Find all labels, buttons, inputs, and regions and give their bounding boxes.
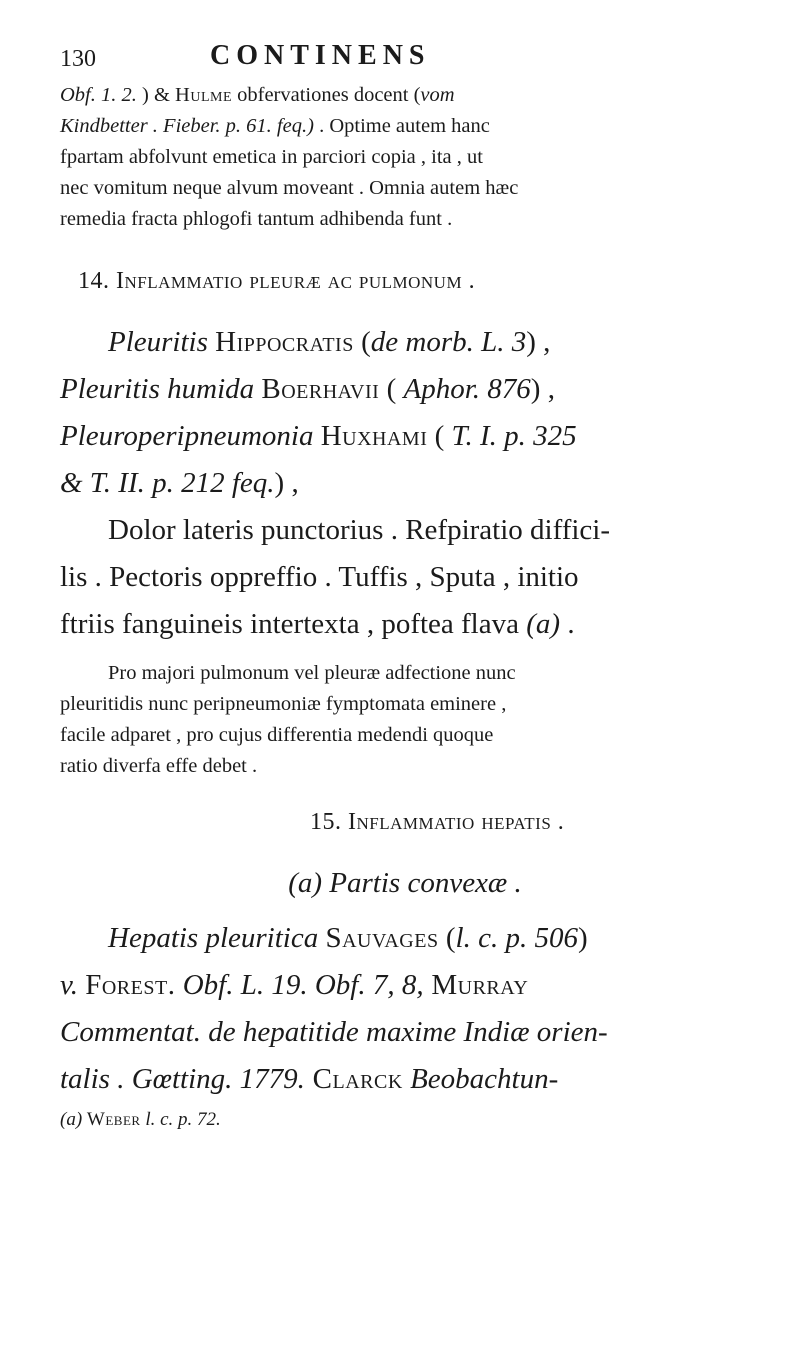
text-line: Pro majori pulmonum vel pleuræ adfectione nunc	[108, 662, 516, 684]
term: Pleuritis	[108, 326, 208, 358]
term: Pleuroperipneumonia	[60, 420, 314, 452]
text-line: pleuritidis nunc peripneumoniæ fymptomata eminere ,	[60, 693, 507, 715]
subsection-label: (a)	[288, 867, 323, 899]
term: Hepatis pleuritica	[108, 922, 319, 954]
text-fragment: . Optime autem hanc	[313, 115, 490, 137]
author-name: Boerhavii	[261, 373, 380, 405]
text-line	[60, 413, 750, 460]
page-header	[60, 40, 750, 78]
section-number: 15.	[310, 809, 342, 835]
citation: l. c. p. 72.	[145, 1109, 221, 1130]
citation: l. c. p. 506	[455, 922, 578, 954]
footnote-mark: (a)	[60, 1109, 83, 1130]
text-line	[60, 915, 750, 962]
citation: & T. II. p. 212 feq.	[60, 467, 275, 499]
paragraph-hulme	[60, 80, 750, 235]
text-line: ratio diverfa effe debet .	[60, 755, 258, 777]
citation: talis . Gœtting. 1779.	[60, 1063, 305, 1095]
text-fragment: v.	[60, 969, 86, 1001]
citation: Obf. L. 19. Obf. 7, 8,	[175, 969, 424, 1001]
text-line	[60, 601, 750, 648]
text-fragment: (	[379, 373, 404, 405]
text-fragment: ) ,	[274, 467, 299, 499]
citation: T. I. p. 325	[451, 420, 577, 452]
text-line	[60, 80, 750, 111]
text-fragment: obfervationes docent (	[232, 84, 421, 106]
text-fragment: .	[560, 608, 575, 640]
text-fragment: (	[427, 420, 452, 452]
citation: Obf. 1. 2.	[60, 84, 137, 106]
section-title: Inflammatio pleuræ ac pulmonum .	[116, 268, 476, 294]
author-name: Sauvages	[325, 922, 439, 954]
citation: de morb. L. 3	[370, 326, 527, 358]
author-name: Hippocratis	[215, 326, 354, 358]
text-line	[60, 111, 750, 142]
author-name: Clarck	[304, 1063, 403, 1095]
section-heading-14	[60, 268, 750, 295]
running-title: CONTINENS	[210, 40, 431, 71]
author-name: Murray	[423, 969, 529, 1001]
text-fragment: )	[577, 922, 588, 954]
subsection-title: Partis convexæ .	[322, 867, 522, 899]
text-line: remedia fracta phlogofi tantum adhibenda funt .	[60, 208, 453, 230]
text-line: Commentat. de hepatitide maxime Indiæ orien-	[60, 1016, 608, 1048]
text-line	[60, 1056, 750, 1103]
text-fragment: ) ,	[526, 326, 551, 358]
page	[60, 40, 750, 1131]
text-line	[60, 366, 750, 413]
section-heading-15	[60, 809, 750, 836]
text-line: Dolor lateris punctorius . Refpiratio diffici-	[108, 514, 611, 546]
text-fragment: ftriis fanguineis intertexta , poftea flava	[60, 608, 527, 640]
author-name: Hulme	[175, 84, 232, 106]
text-line	[60, 460, 750, 507]
section-title: Inflammatio hepatis .	[348, 809, 565, 835]
section-15-body	[60, 860, 750, 1103]
text-line: lis . Pectoris oppreffio . Tuffis , Sputa , initio	[60, 561, 579, 593]
text-line	[60, 860, 750, 907]
author-name: Weber	[86, 1109, 141, 1130]
text-fragment: ) ,	[530, 373, 555, 405]
author-name: Forest.	[85, 969, 176, 1001]
author-name: Huxhami	[320, 420, 428, 452]
section-14-body	[60, 319, 750, 648]
text-line	[60, 962, 750, 1009]
term: Pleuritis humida	[60, 373, 255, 405]
section-number: 14.	[78, 268, 110, 294]
text-fragment: (	[438, 922, 456, 954]
paragraph-pro-majori	[60, 658, 750, 782]
text-line: facile adparet , pro cujus differentia medendi quoque	[60, 724, 494, 746]
text-fragment: Beobachtun-	[402, 1063, 559, 1095]
text-line: fpartam abfolvunt emetica in parciori copia , ita , ut	[60, 146, 483, 168]
page-number: 130	[60, 46, 96, 72]
footnote-ref: (a)	[526, 608, 561, 640]
text-fragment: vom	[420, 84, 455, 106]
text-line: nec vomitum neque alvum moveant . Omnia autem hæc	[60, 177, 519, 199]
citation: Kindbetter . Fieber. p. 61. feq.)	[60, 115, 314, 137]
footnote	[60, 1109, 750, 1131]
text-line	[60, 319, 750, 366]
text-fragment: (	[353, 326, 371, 358]
citation: Aphor. 876	[403, 373, 531, 405]
text-fragment: ) &	[142, 84, 176, 106]
